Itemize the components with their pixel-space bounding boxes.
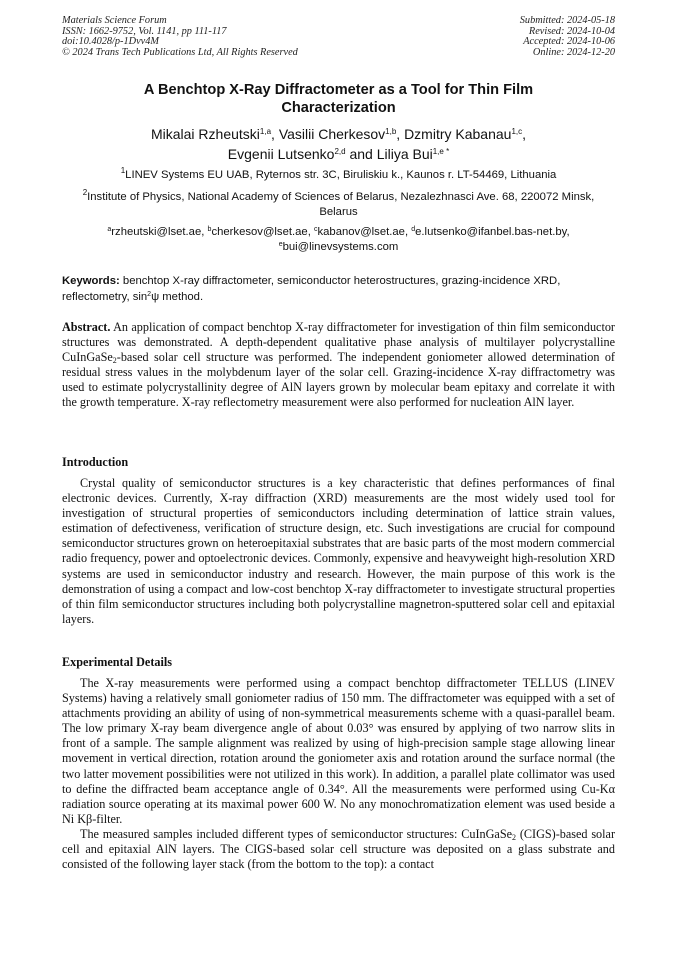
author-line-1: Mikalai Rzheutski$^{1,a}$, Vasilii Cherkesov$^{1,b}$, Dzmitry Kabanau$^{1,c}$,: [150, 126, 527, 142]
keywords-text: benchtop X-ray diffractometer, semiconductor heterostructures, grazing-incidence XRD, reflectometry, sin: [62, 275, 561, 303]
author-affil-marker: 1,a: [259, 127, 272, 136]
keywords-superscript: 2: [147, 291, 152, 298]
keywords-text-end: ψ method.: [151, 291, 204, 303]
introduction-section: [62, 476, 615, 627]
experimental-subscript: 2: [512, 832, 517, 842]
affiliation-marker: 1: [120, 166, 126, 175]
introduction-paragraph: Crystal quality of semiconductor structures is a key characteristic that defines performances of final electronic devices. Currently, X-ray diffraction (XRD) measurements are the most widely used tool for investigation of structural properties of semiconductors including determination of lattice strain values, estimation of defectiveness, verification of structure design, etc. Such investigations are crucial for compound semiconductor structures grown on heteroepitaxial substrates that are basic parts of the most modern commercial radio frequency, power and optoelectronic devices. Commonly, expensive and heavyweight high-resolution XRD systems are used in semiconductor industry and research. However, the main purpose of this work is the demonstration of using a compact and low-cost benchtop X-ray diffractometer to investigate structural properties of thin film semiconductor structures including both polycrystalline magnetron-sputtered solar cell and epitaxial layers.: [62, 476, 615, 626]
experimental-paragraph-2-text-end: (CIGS)-based solar cell and epitaxial AlN layers. The CIGS-based solar cell structure was deposited on a glass substrate and consisted of the following layer stack (from the bottom to the top): a contact: [62, 826, 616, 872]
affiliation-2: [62, 190, 615, 220]
online-date: Online: 2024-12-20: [532, 46, 615, 58]
experimental-section: [62, 676, 615, 872]
accepted-date: Accepted: 2024-10-06: [523, 36, 615, 48]
paper-title: [62, 81, 615, 117]
author-name: Vasilii Cherkesov: [278, 126, 386, 142]
keywords-block: [62, 273, 615, 305]
affiliation-marker: 2: [82, 188, 88, 197]
email-marker: c: [313, 226, 318, 233]
author-and: and: [349, 146, 373, 162]
submitted-date: Submitted: 2024-05-18: [519, 15, 615, 26]
author-name: Dzmitry Kabanau: [404, 126, 512, 142]
abstract-block: [62, 320, 615, 411]
author-name: Evgenii Lutsenko: [227, 146, 335, 162]
journal-name: Materials Science Forum: [62, 15, 167, 26]
keywords-label: Keywords:: [62, 275, 120, 287]
email-marker: b: [207, 226, 212, 233]
email-link[interactable]: cherkesov@lset.ae: [211, 226, 308, 238]
doi-line: doi:10.4028/p-1Dvv4M: [62, 36, 159, 48]
affiliation-text: LINEV Systems EU UAB, Ryternos str. 3C, Biruliskiu k., Kaunos r. LT-54469, Lithuania: [125, 169, 557, 181]
email-link[interactable]: kabanov@lset.ae: [317, 226, 405, 238]
author-affil-marker: 1,b: [385, 127, 397, 136]
email-link[interactable]: bui@linevsystems.com: [282, 241, 399, 253]
email-link[interactable]: e.lutsenko@ifanbel.bas-net.by: [415, 226, 567, 238]
affiliation-text: Institute of Physics, National Academy of Sciences of Belarus, Nezalezhnasci Ave. 68, 220072 Minsk, Belarus: [87, 191, 595, 218]
revised-date: Revised: 2024-10-04: [528, 25, 615, 37]
title-line-2: Characterization: [281, 100, 396, 116]
author-emails: $^a$rzheutski@lset.ae, $^b$cherkesov@lset.ae, $^c$kabanov@lset.ae, $^d$e.lutsenko@ifanbel.bas-net.by, $^e$bui@linevsystems.com: [107, 226, 570, 253]
author-name: Mikalai Rzheutski: [150, 126, 260, 142]
abstract-subscript: 2: [112, 356, 117, 366]
issn-line: ISSN: 1662-9752, Vol. 1141, pp 111-117: [62, 25, 227, 37]
abstract-text-end: -based solar cell structure was performed. The independent goniometer allowed determination of residual stress values in the molybdenum layer of the solar cell. Grazing-incidence X-ray diffractometry was used to estimate polycrystallinity degree of AlN layers grown by molecular beam epitaxy and correlate it with the growth temperature. X-ray reflectometry measurement were also performed for nucleation AlN layer.: [62, 350, 615, 410]
author-line-2: [62, 144, 615, 164]
experimental-paragraph-2-text: The measured samples included different types of semiconductor structures: CuInGaSe: [80, 826, 513, 841]
experimental-heading: Experimental Details: [62, 655, 173, 669]
abstract-text: An application of compact benchtop X-ray diffractometer for investigation of thin film semiconductor structures was demonstrated. A depth-dependent qualitative phase analysis of multilayer polycrystalline CuInGaSe: [62, 320, 615, 365]
author-affil-marker: 1,c: [511, 127, 523, 136]
author-name: Liliya Bui: [376, 146, 433, 162]
author-list: [62, 124, 615, 164]
experimental-paragraph-1: The X-ray measurements were performed using a compact benchtop diffractometer TELLUS (LINEV Systems) having a relatively small goniometer radius of 150 mm. The diffractometer was equipped with a set of attachments providing an ability of using of non-symmetrical measurements scheme with a quasi-parallel beam. The low primary X-ray beam divergence angle of about 0.03° was ensured by applying of two narrow slits in front of a sample. The sample alignment was realized by using of high-precision sample stage allowing linear movement in vertical direction, rotation around the goniometer axis and rotation around the surface normal (the two latter movement possibilities were not utilized in this work). In addition, a parallel plate collimator was used to define the diffracted beam acceptance angle of 0.34°. All the measurements were performed using Cu-Kα radiation source operating at its maximal power 600 W. No any monochromatization element was used beside a Ni Kβ-filter.: [62, 676, 615, 826]
author-affil-marker: 2,d: [334, 147, 346, 156]
email-marker: a: [107, 226, 112, 233]
copyright-line: © 2024 Trans Tech Publications Ltd, All Rights Reserved: [62, 46, 298, 58]
author-separator: ,: [396, 126, 405, 142]
journal-header-right: [520, 16, 615, 58]
email-marker: e: [278, 241, 283, 248]
title-line-1: A Benchtop X-Ray Diffractometer as a Tool for Thin Film: [143, 82, 534, 98]
affiliation-1: [62, 168, 615, 183]
email-link[interactable]: rzheutski@lset.ae: [111, 226, 202, 238]
author-separator: ,: [271, 126, 279, 142]
journal-header-left: [62, 16, 298, 58]
author-affil-marker: 1,e *: [432, 147, 450, 156]
email-marker: d: [411, 226, 416, 233]
introduction-heading: Introduction: [62, 455, 129, 469]
abstract-label: Abstract.: [62, 320, 111, 334]
experimental-paragraph-2: [62, 827, 615, 872]
